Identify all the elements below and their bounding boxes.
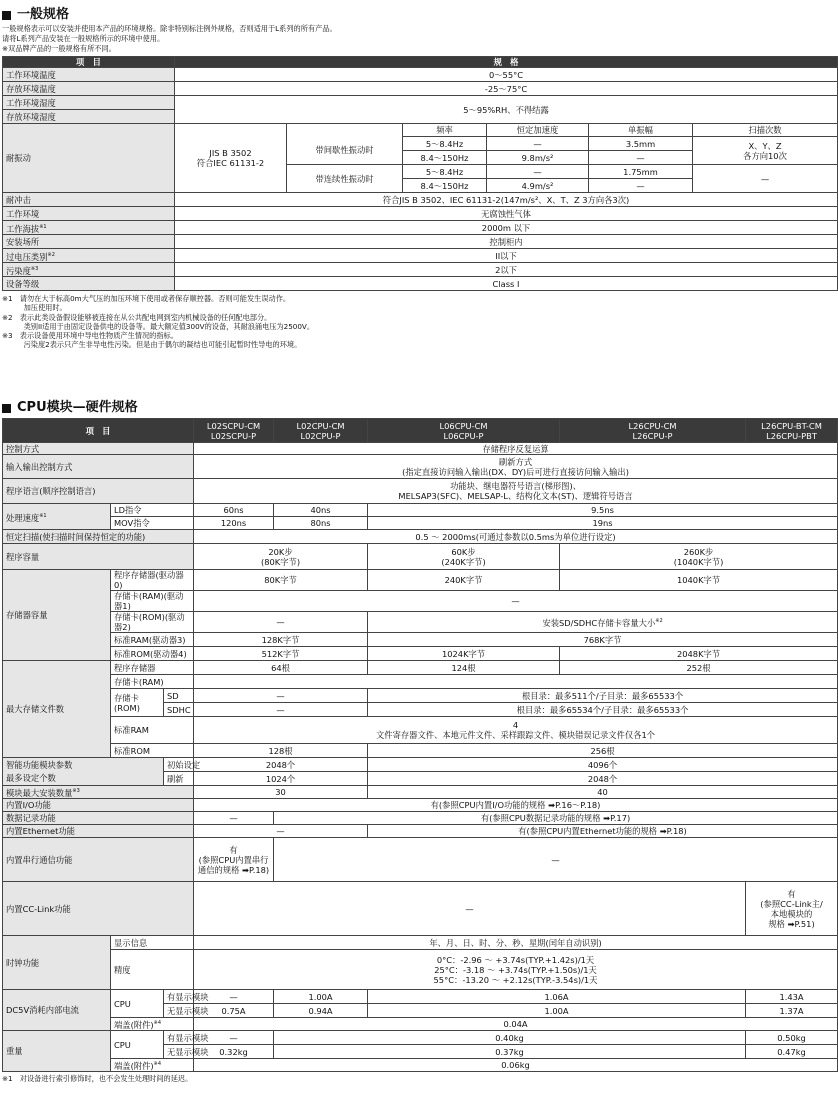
row-value: Class I bbox=[175, 277, 838, 291]
square-bullet-icon bbox=[2, 11, 11, 20]
sub-label: 存储卡(RAM)(驱动器1) bbox=[111, 591, 194, 612]
row-value: 5～95%RH、不得结露 bbox=[175, 96, 838, 124]
vib-cell: 8.4～150Hz bbox=[403, 151, 487, 165]
cell: 240K字节 bbox=[368, 570, 560, 591]
sub-label: 存储卡(RAM) bbox=[111, 675, 194, 689]
sub-label: CPU bbox=[111, 1031, 164, 1059]
sub-label: 精度 bbox=[111, 950, 194, 990]
sub-label: 标准ROM(驱动器4) bbox=[111, 647, 194, 661]
sub-label: 无显示模块 bbox=[164, 1004, 194, 1018]
cell: 80K字节 bbox=[194, 570, 368, 591]
sub-label: SD bbox=[164, 689, 194, 703]
row-label: 内置Ethernet功能 bbox=[3, 825, 194, 838]
cell: 根目录：最多65534个/子目录：最多65533个 bbox=[368, 703, 838, 717]
cell: 有 (参照CPU内置串行 通信的规格 ➡P.18) bbox=[194, 838, 274, 882]
row-label: 工作环境温度 bbox=[3, 68, 175, 82]
cell: 0.75A bbox=[194, 1004, 274, 1018]
row-label: 控制方式 bbox=[3, 443, 194, 455]
vib-cell: 9.8m/s² bbox=[487, 151, 589, 165]
cpu-spec-table bbox=[2, 418, 838, 1072]
cell: 64根 bbox=[194, 661, 368, 675]
row-label: 最大存储文件数 bbox=[3, 661, 111, 758]
cell: 0.32kg bbox=[194, 1045, 274, 1059]
vib-cell: 4.9m/s² bbox=[487, 179, 589, 193]
cell: 1.00A bbox=[368, 1004, 746, 1018]
cell: 252根 bbox=[560, 661, 838, 675]
general-title: 一般规格 bbox=[2, 6, 837, 24]
row-value: 有(参照CPU内置I/O功能的规格 ➡P.16～P.18) bbox=[194, 799, 838, 812]
row-value: 存储程序反复运算 bbox=[194, 443, 838, 455]
sub-label: 标准ROM bbox=[111, 744, 194, 758]
row-label: 数据记录功能 bbox=[3, 812, 194, 825]
cell: 128根 bbox=[194, 744, 368, 758]
row-value: 刷新方式 (指定直接访问输入输出(DX、DY)后可进行直接访问输入输出) bbox=[194, 455, 838, 479]
vib-head-sweep: 扫描次数 bbox=[693, 124, 838, 137]
vib-cell: 1.75mm bbox=[589, 165, 693, 179]
row-label: 内置串行通信功能 bbox=[3, 838, 194, 882]
sub-label: 存储卡(ROM)(驱动器2) bbox=[111, 612, 194, 633]
cell: — bbox=[194, 689, 368, 703]
vib-head-freq: 频率 bbox=[403, 124, 487, 137]
vib-cell: — bbox=[487, 137, 589, 151]
row-label: 时钟功能 bbox=[3, 936, 111, 990]
cell: — bbox=[194, 612, 368, 633]
general-head-spec: 规 格 bbox=[175, 57, 838, 68]
general-spec-table bbox=[2, 56, 838, 291]
cell: 40ns bbox=[274, 504, 368, 517]
cell: 0.40kg bbox=[274, 1031, 746, 1045]
row-value: 0～55°C bbox=[175, 68, 838, 82]
row-value: 0.5 ～ 2000ms(可通过参数以0.5ms为单位进行设定) bbox=[194, 530, 838, 544]
row-value: 功能块、继电器符号语言(梯形图)、 MELSAP3(SFC)、MELSAP-L、结构化文本(ST)、逻辑符号语言 bbox=[194, 479, 838, 504]
cell: 安装SD/SDHC存储卡容量大小$^{※2}$ bbox=[368, 612, 838, 633]
row-label: 恒定扫描(使扫描时间保持恒定的功能) bbox=[3, 530, 194, 544]
general-head-item: 项 目 bbox=[3, 57, 175, 68]
vibration-standard: JIS B 3502 符合IEC 61131-2 bbox=[175, 124, 287, 193]
cpu-title: CPU模块—硬件规格 bbox=[2, 399, 837, 417]
vib-cell: — bbox=[487, 165, 589, 179]
row-label: 模块最大安装数量$^{※3}$ bbox=[3, 786, 194, 799]
cell: 0.37kg bbox=[274, 1045, 746, 1059]
cell: — bbox=[194, 882, 746, 936]
sub-label: 存储卡 (ROM) bbox=[111, 689, 164, 717]
cell: 0.50kg bbox=[746, 1031, 838, 1045]
sub-label: SDHC bbox=[164, 703, 194, 717]
sub-label: 显示信息 bbox=[111, 936, 194, 950]
cpu-head-model: L02CPU-CM L02CPU-P bbox=[274, 419, 368, 443]
cell: — bbox=[194, 703, 368, 717]
row-label: 内置CC-Link功能 bbox=[3, 882, 194, 936]
row-label: 内置I/O功能 bbox=[3, 799, 194, 812]
cell: 根目录：最多511个/子目录：最多65533个 bbox=[368, 689, 838, 703]
sub-label: 程序存储器(驱动器0) bbox=[111, 570, 194, 591]
cell: 有(参照CPU数据记录功能的规格 ➡P.17) bbox=[274, 812, 838, 825]
cell: 0.94A bbox=[274, 1004, 368, 1018]
row-label: 智能功能模块参数 bbox=[3, 758, 164, 772]
cell: 128K字节 bbox=[194, 633, 368, 647]
row-label: 安装场所 bbox=[3, 235, 175, 249]
row-label: 程序语言(顺序控制语言) bbox=[3, 479, 194, 504]
cell: 有(参照CPU内置Ethernet功能的规格 ➡P.18) bbox=[368, 825, 838, 838]
sub-label: 标准RAM(驱动器3) bbox=[111, 633, 194, 647]
vib-cell: 5～8.4Hz bbox=[403, 165, 487, 179]
row-value: 2以下 bbox=[175, 263, 838, 277]
cpu-head-model: L26CPU-CM L26CPU-P bbox=[560, 419, 746, 443]
vib-cell: 8.4～150Hz bbox=[403, 179, 487, 193]
general-section bbox=[2, 6, 837, 350]
sub-label: 端盖(附件)$^{※4}$ bbox=[111, 1059, 194, 1072]
cpu-head-model: L02SCPU-CM L02SCPU-P bbox=[194, 419, 274, 443]
cell: — bbox=[274, 838, 838, 882]
cell: 0.04A bbox=[194, 1018, 838, 1031]
cpu-head-model: L26CPU-BT-CM L26CPU-PBT bbox=[746, 419, 838, 443]
row-label: 处理速度$^{※1}$ bbox=[3, 504, 111, 530]
cell: 60K步 (240K字节) bbox=[368, 544, 560, 570]
row-value: 无腐蚀性气体 bbox=[175, 207, 838, 221]
cell: 768K字节 bbox=[368, 633, 838, 647]
row-label: 工作环境湿度 bbox=[3, 96, 175, 110]
vib-cell: — bbox=[589, 151, 693, 165]
sub-label: CPU bbox=[111, 990, 164, 1018]
cell: — bbox=[194, 990, 274, 1004]
sub-label: 有显示模块 bbox=[164, 1031, 194, 1045]
cell: — bbox=[194, 825, 368, 838]
cell: 1.06A bbox=[368, 990, 746, 1004]
general-intro: 一般规格表示可以安装并使用本产品的环境规格。除非特别标注例外规格，否则适用于L系列的所有产品。 请将L系列产品安装在一般规格所示的环境中使用。 ※双品牌产品的一般规格有所不同。 bbox=[2, 24, 337, 53]
vib-head-amp: 单振幅 bbox=[589, 124, 693, 137]
sub-label: 程序存储器 bbox=[111, 661, 194, 675]
row-label: 存放环境湿度 bbox=[3, 110, 175, 124]
vib-cell: — bbox=[589, 179, 693, 193]
vib-cell: 5～8.4Hz bbox=[403, 137, 487, 151]
row-label: 耐冲击 bbox=[3, 193, 175, 207]
cell: 2048K字节 bbox=[560, 647, 838, 661]
row-value: 2000m 以下 bbox=[175, 221, 838, 235]
row-label: 重量 bbox=[3, 1031, 111, 1072]
cell: 80ns bbox=[274, 517, 368, 530]
vib-cell: 3.5mm bbox=[589, 137, 693, 151]
row-label: 耐振动 bbox=[3, 124, 175, 193]
cell: 1.43A bbox=[746, 990, 838, 1004]
row-label: 输入输出控制方式 bbox=[3, 455, 194, 479]
sub-label: 标准RAM bbox=[111, 717, 194, 744]
cell: 4 文件寄存器文件、本地元件文件、采样跟踪文件、模块错误记录文件仅各1个 bbox=[194, 717, 838, 744]
cell: 0°C：-2.96 ～ +3.74s(TYP.+1.42s)/1天 25°C：-3.18 ～ +3.74s(TYP.+1.50s)/1天 55°C：-13.20 ～ +2.12s(TYP.-3.54s)/1天 bbox=[194, 950, 838, 990]
cell: 124根 bbox=[368, 661, 560, 675]
cell: 年、月、日、时、分、秒、星期(闰年自动识别) bbox=[194, 936, 838, 950]
cpu-section bbox=[2, 399, 837, 1083]
sub-label: 初始设定 bbox=[164, 758, 194, 772]
cpu-head-item: 项 目 bbox=[3, 419, 194, 443]
row-label: 工作环境 bbox=[3, 207, 175, 221]
cell: 40 bbox=[368, 786, 838, 799]
cell: 4096个 bbox=[368, 758, 838, 772]
row-label: 过电压类别$^{※2}$ bbox=[3, 249, 175, 263]
cell: 60ns bbox=[194, 504, 274, 517]
cell: 1.00A bbox=[274, 990, 368, 1004]
row-label: 程序容量 bbox=[3, 544, 194, 570]
vib-continuous-label: 带连续性振动时 bbox=[287, 165, 403, 193]
cpu-footnote: ※1 对设备进行索引修饰时，也不会发生处理时间的延迟。 bbox=[2, 1074, 193, 1083]
row-label: 最多设定个数 bbox=[3, 772, 164, 786]
cell: — bbox=[194, 1031, 274, 1045]
row-label: 设备等级 bbox=[3, 277, 175, 291]
general-notes: ※1 请勿在大于标高0m大气压的加压环境下使用或者保存顺控器。否则可能发生误动作。 加压使用时。 ※2 表示此类设备假设能够被连接在从公共配电网到室内机械设备的任何配电部分。 类别II适用于由固定设备供电的设备等。最大额定值300V的设备，其耐浪涌电压为2500V。 ※3 表示设备使用环境中导电性物质产生情况的指标。 污染度2表示只产生非导电性污染。但是由于偶尔的凝结也可能引起暂时性导电的环境。 bbox=[2, 294, 315, 350]
row-value: 符合JIS B 3502、IEC 61131-2(147m/s²、X、T、Z 3方向各3次) bbox=[175, 193, 838, 207]
cell: 120ns bbox=[194, 517, 274, 530]
vib-sweep: X、Y、Z 各方向10次 bbox=[693, 137, 838, 165]
vib-sweep: — bbox=[693, 165, 838, 193]
sub-label: MOV指令 bbox=[111, 517, 194, 530]
cell: 1040K字节 bbox=[560, 570, 838, 591]
cell: 30 bbox=[194, 786, 368, 799]
cell: 2048个 bbox=[368, 772, 838, 786]
cell bbox=[194, 675, 838, 689]
cell: 0.06kg bbox=[194, 1059, 838, 1072]
row-value: 控制柜内 bbox=[175, 235, 838, 249]
cell: 1024K字节 bbox=[368, 647, 560, 661]
sub-label: 有显示模块 bbox=[164, 990, 194, 1004]
cell: 19ns bbox=[368, 517, 838, 530]
cell: 1024个 bbox=[194, 772, 368, 786]
cell: 9.5ns bbox=[368, 504, 838, 517]
row-value: -25～75°C bbox=[175, 82, 838, 96]
cell: 有 (参照CC-Link主/ 本地模块的 规格 ➡P.51) bbox=[746, 882, 838, 936]
vib-intermittent-label: 带间歇性振动时 bbox=[287, 137, 403, 165]
sub-label: 刷新 bbox=[164, 772, 194, 786]
row-label: 存储器容量 bbox=[3, 570, 111, 661]
cell: — bbox=[194, 591, 838, 612]
row-label: DC5V消耗内部电流 bbox=[3, 990, 111, 1031]
cell: 1.37A bbox=[746, 1004, 838, 1018]
cell: 0.47kg bbox=[746, 1045, 838, 1059]
cell: — bbox=[194, 812, 274, 825]
row-label: 存放环境温度 bbox=[3, 82, 175, 96]
vib-head-acc: 恒定加速度 bbox=[487, 124, 589, 137]
cell: 260K步 (1040K字节) bbox=[560, 544, 838, 570]
row-label: 污染度$^{※3}$ bbox=[3, 263, 175, 277]
cell: 256根 bbox=[368, 744, 838, 758]
cell: 2048个 bbox=[194, 758, 368, 772]
square-bullet-icon bbox=[2, 404, 11, 413]
cell: 20K步 (80K字节) bbox=[194, 544, 368, 570]
sub-label: 端盖(附件)$^{※4}$ bbox=[111, 1018, 194, 1031]
row-label: 工作海拔$^{※1}$ bbox=[3, 221, 175, 235]
row-value: II以下 bbox=[175, 249, 838, 263]
cpu-head-model: L06CPU-CM L06CPU-P bbox=[368, 419, 560, 443]
sub-label: 无显示模块 bbox=[164, 1045, 194, 1059]
sub-label: LD指令 bbox=[111, 504, 194, 517]
cell: 512K字节 bbox=[194, 647, 368, 661]
